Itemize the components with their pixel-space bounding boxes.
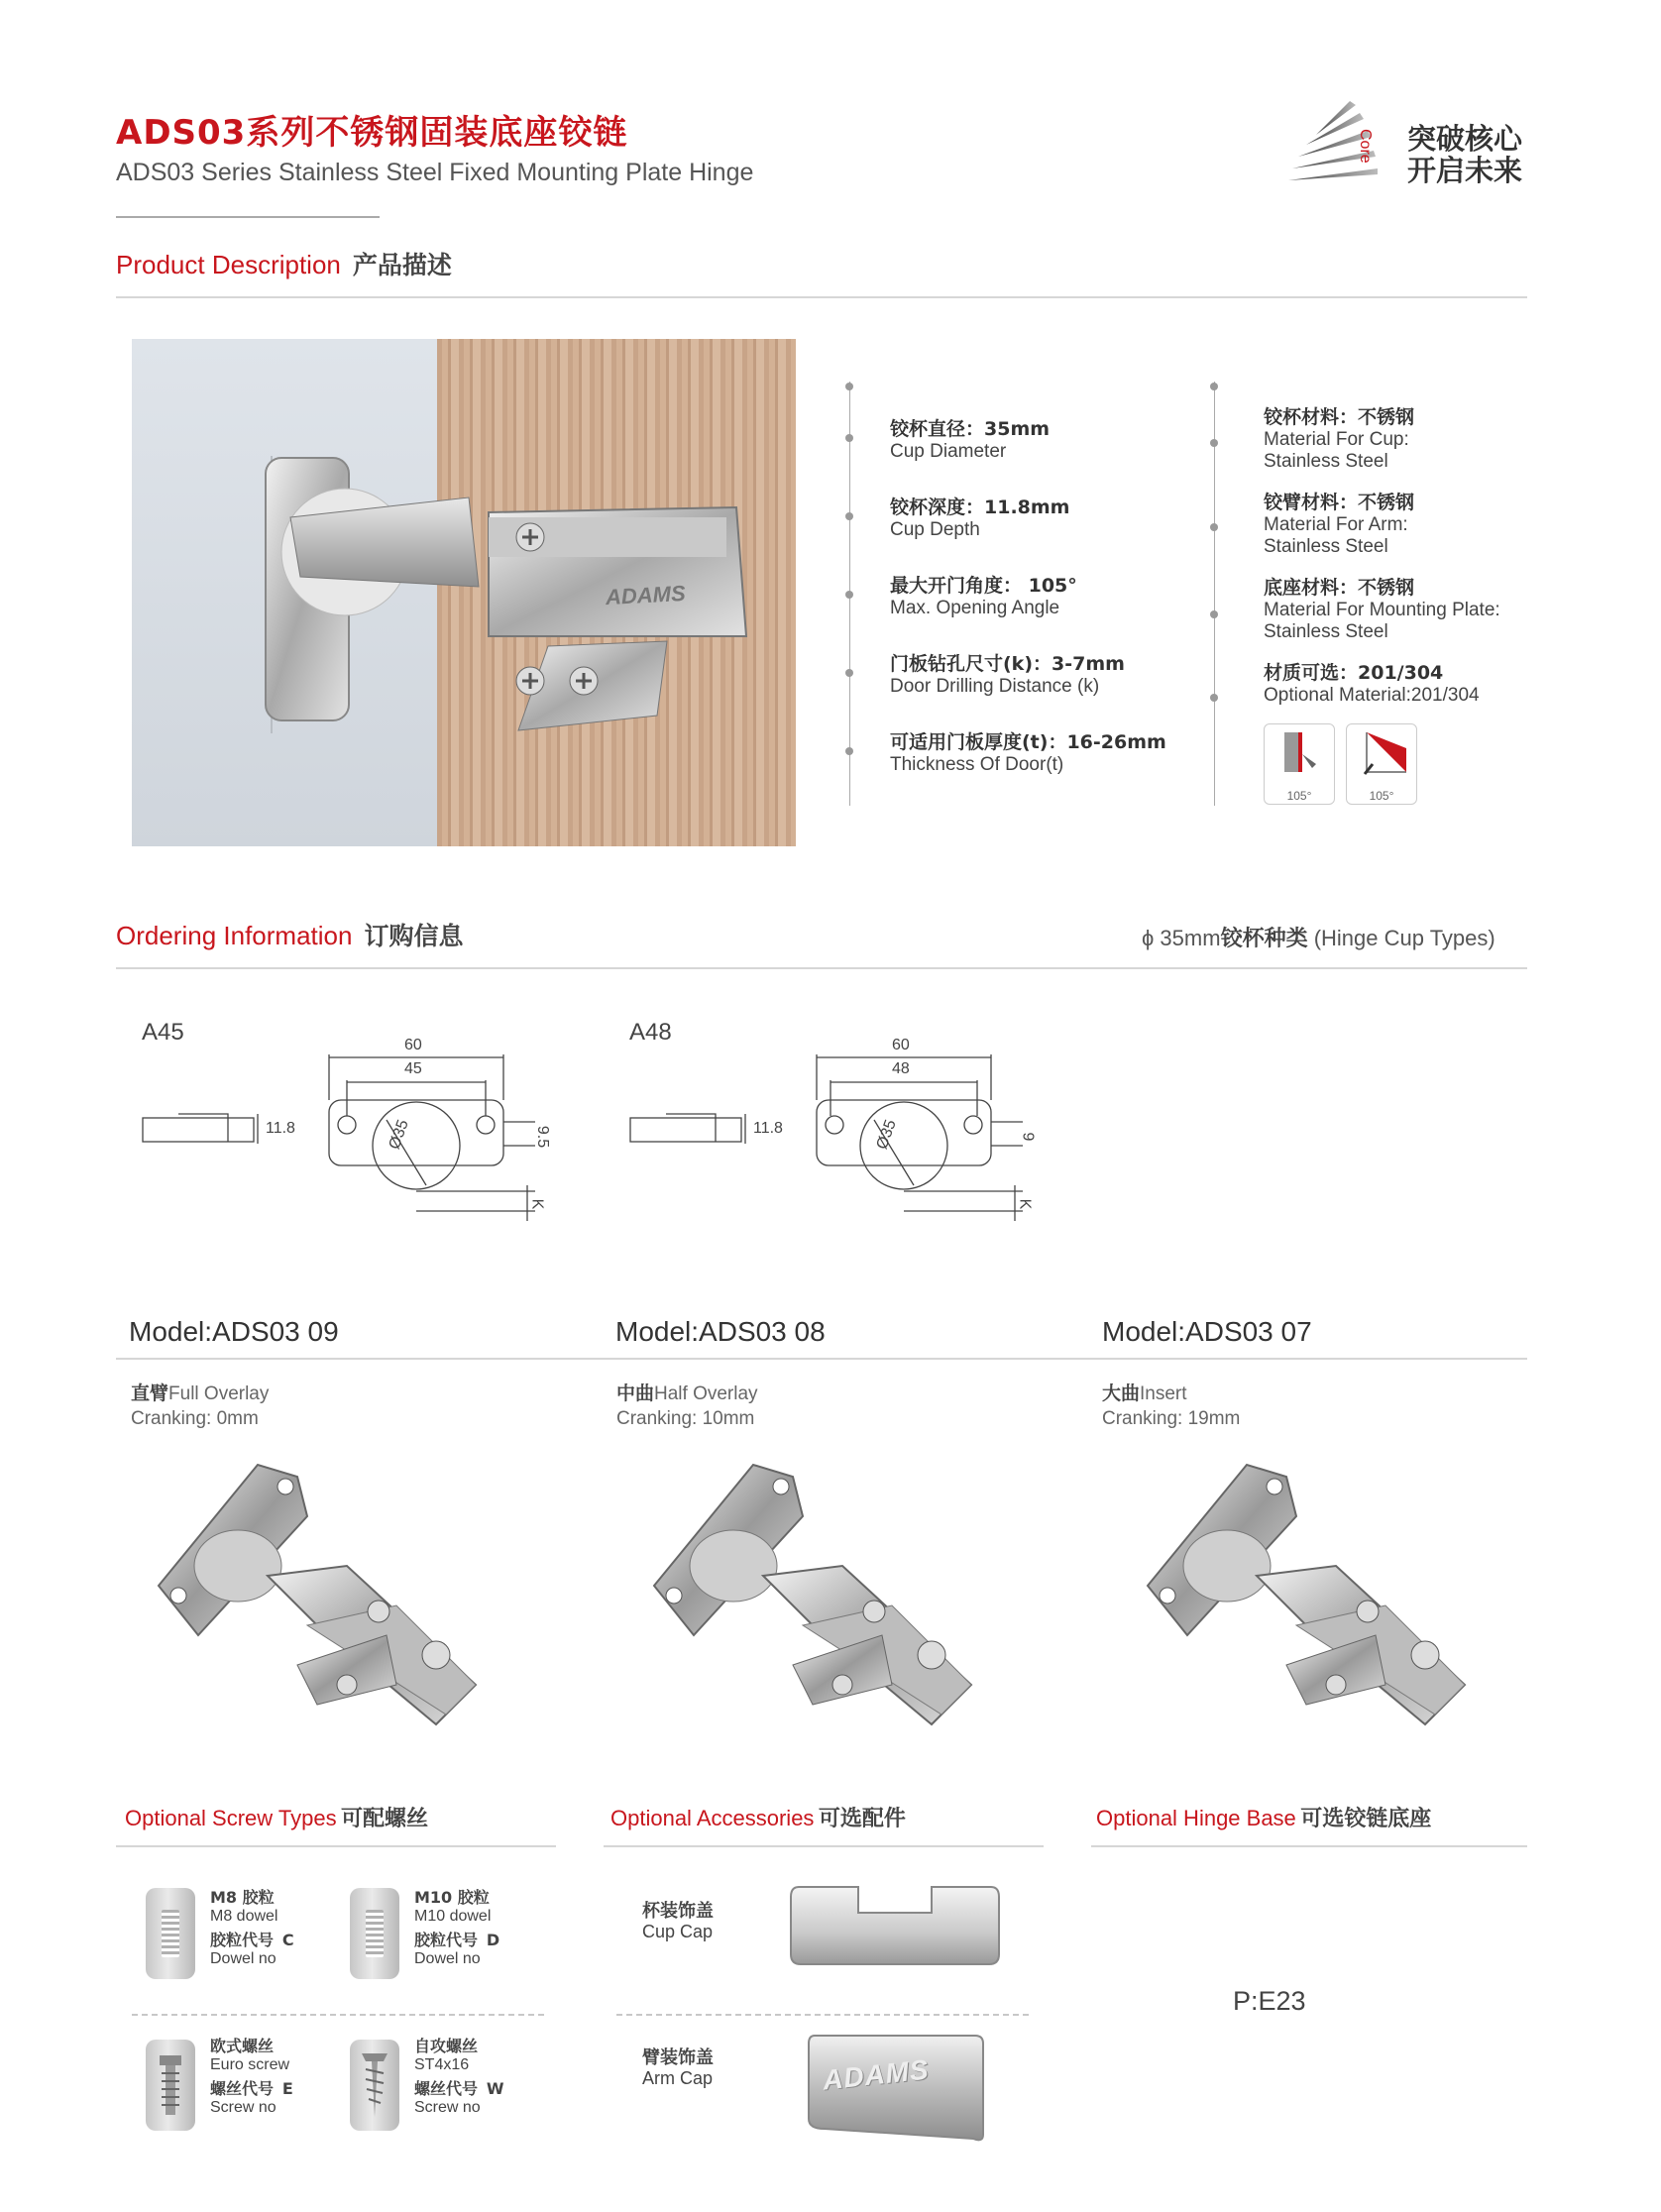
spec-label-en: Max. Opening Angle — [890, 598, 1060, 618]
optional-accessories-title-en: Optional Accessories — [610, 1806, 815, 1830]
arm-cap-brand: ADAMS — [821, 2053, 931, 2096]
spec-label-en: Cup Diameter — [890, 441, 1007, 462]
k-dim: K — [528, 1198, 546, 1210]
spec-label-cn: 可适用门板厚度(t)：16-26mm — [890, 731, 1166, 753]
spec-label-cn: 底座材料：不锈钢 — [1264, 577, 1415, 599]
self-tapping-screw-icon — [350, 2040, 399, 2131]
spec-label-cn: 铰杯深度：11.8mm — [890, 497, 1070, 518]
accessory-cup-cap — [642, 1901, 714, 1941]
cup-types-cn: 铰杯种类 — [1220, 927, 1308, 951]
code-label-en: Dowel no — [414, 1950, 481, 1967]
code-label-cn: 胶粒代号 — [210, 1931, 275, 1949]
section-heading-ordering — [116, 917, 463, 952]
timeline-dot — [1210, 523, 1218, 531]
code-label-en: Screw no — [210, 2099, 277, 2116]
screw-item-st4x16 — [414, 2038, 504, 2117]
cup-drawing-icon — [139, 1011, 555, 1239]
spec-arm-material — [1264, 488, 1541, 573]
spec-label-en: Door Drilling Distance (k) — [890, 676, 1100, 697]
spec-label-cn: 最大开门角度： 105° — [890, 575, 1077, 597]
accessory-name-en: Cup Cap — [642, 1922, 714, 1941]
width-outer-dim: 60 — [892, 1037, 910, 1053]
model-overlay-info — [131, 1382, 269, 1431]
optional-base-heading — [1096, 1802, 1431, 1832]
page-title: ADS03系列不锈钢固装底座铰链 — [116, 113, 628, 153]
diameter-dim: Ø35 — [386, 1117, 412, 1152]
cranking: Cranking: 10mm — [616, 1408, 755, 1429]
model-title: Model:ADS03 09 — [129, 1316, 339, 1347]
model-overlay-info — [616, 1382, 758, 1431]
optional-divider-3 — [1091, 1845, 1527, 1847]
title-underline — [116, 216, 380, 218]
timeline-dot — [845, 383, 853, 390]
screw-name-cn: M10 胶粒 — [414, 1888, 490, 1907]
spec-value-en: Stainless Steel — [1264, 621, 1388, 642]
brand-vertical-text: Core — [1357, 129, 1374, 164]
timeline-dot — [1210, 439, 1218, 447]
spec-label-cn: 材质可选：201/304 — [1264, 662, 1444, 684]
angle-label: 105° — [1369, 789, 1394, 803]
timeline-dot — [845, 512, 853, 520]
cup-type-diagram-a45 — [139, 1011, 555, 1239]
code-label-cn: 螺丝代号 — [210, 2079, 275, 2098]
spec-right-column — [1264, 402, 1541, 708]
photo-brand-mark: ADAMS — [605, 580, 687, 610]
k-dim: K — [1016, 1198, 1034, 1210]
slogan-line-1: 突破核心 — [1407, 122, 1523, 156]
m10-dowel-icon — [350, 1888, 399, 1979]
optional-accessories-heading — [610, 1802, 906, 1832]
screw-code: W — [486, 2079, 504, 2098]
optional-accessories-title-cn: 可选配件 — [818, 1807, 906, 1831]
spec-opening-angle — [890, 571, 1207, 649]
cup-type-label: A48 — [629, 1019, 672, 1046]
overlay-type-en: Half Overlay — [654, 1383, 758, 1404]
optional-base-title-en: Optional Hinge Base — [1096, 1806, 1296, 1830]
width-outer-dim: 60 — [404, 1037, 422, 1053]
spec-value-en: Stainless Steel — [1264, 451, 1388, 472]
angle-icon-box — [1264, 723, 1335, 805]
page-subtitle: ADS03 Series Stainless Steel Fixed Mounting Plate Hinge — [116, 159, 754, 186]
offset-dim: 9.5 — [534, 1125, 552, 1149]
screw-name-cn: 欧式螺丝 — [210, 2037, 275, 2055]
angle-icon-box — [1346, 723, 1417, 805]
optional-screws-heading — [125, 1802, 428, 1832]
offset-dim: 9 — [1019, 1132, 1037, 1142]
model-title: Model:ADS03 07 — [1102, 1316, 1312, 1347]
spec-label-en: Optional Material:201/304 — [1264, 685, 1480, 706]
screw-name-en: M8 dowel — [210, 1908, 278, 1925]
screw-name-cn: 自攻螺丝 — [414, 2037, 479, 2055]
model-title: Model:ADS03 08 — [615, 1316, 826, 1347]
screw-name-en: M10 dowel — [414, 1908, 492, 1925]
timeline-dot — [845, 669, 853, 677]
screw-item-m8 — [210, 1889, 294, 1968]
spec-label-cn: 铰杯直径：35mm — [890, 418, 1051, 440]
accessory-arm-cap — [642, 2047, 714, 2088]
spec-cup-diameter — [890, 414, 1207, 493]
section-heading-product-description — [116, 246, 452, 281]
spec-cup-material — [1264, 402, 1541, 488]
dashed-separator — [616, 2014, 1029, 2016]
spec-label-en: Material For Cup: — [1264, 429, 1409, 450]
diameter-symbol: ϕ 35mm — [1142, 926, 1221, 950]
timeline-dot — [845, 434, 853, 442]
spec-label-cn: 门板钻孔尺寸(k)：3-7mm — [890, 653, 1125, 675]
diameter-dim: Ø35 — [873, 1117, 900, 1152]
model-overlay-info — [1102, 1382, 1240, 1431]
accessory-name-cn: 臂装饰盖 — [642, 2047, 714, 2068]
optional-screws-title-en: Optional Screw Types — [125, 1806, 337, 1830]
hinge-full-overlay-icon — [149, 1457, 505, 1734]
cup-type-label: A45 — [142, 1019, 184, 1046]
cranking: Cranking: 19mm — [1102, 1408, 1241, 1429]
cup-type-diagram-a48 — [626, 1011, 1043, 1239]
accessory-name-cn: 杯装饰盖 — [642, 1901, 714, 1922]
hinge-insert-icon — [1138, 1457, 1495, 1734]
spec-cup-depth — [890, 493, 1207, 571]
arm-cap-image — [801, 2032, 987, 2145]
overlay-type — [1102, 1382, 1240, 1406]
timeline-dot — [1210, 694, 1218, 702]
cup-depth-dim: 11.8 — [753, 1120, 783, 1137]
door-open-angle-icon — [1265, 724, 1334, 784]
screw-item-m10 — [414, 1889, 499, 1968]
spec-drilling-distance — [890, 649, 1207, 727]
spec-label-cn: 铰臂材料：不锈钢 — [1264, 492, 1415, 513]
section-divider — [116, 296, 1527, 298]
spec-value-en: Stainless Steel — [1264, 536, 1388, 557]
screw-name-en: Euro screw — [210, 2056, 290, 2073]
screw-item-euro — [210, 2038, 293, 2117]
cranking: Cranking: 0mm — [131, 1408, 259, 1429]
screw-code: D — [486, 1931, 500, 1949]
overlay-type-en: Insert — [1140, 1383, 1187, 1404]
code-label-en: Dowel no — [210, 1950, 277, 1967]
timeline-dot — [1210, 383, 1218, 390]
m8-dowel-icon — [146, 1888, 195, 1979]
cup-depth-dim: 11.8 — [266, 1120, 295, 1137]
width-inner-dim: 45 — [404, 1060, 422, 1077]
spec-label-cn: 铰杯材料：不锈钢 — [1264, 406, 1415, 428]
spec-label-en: Material For Arm: — [1264, 514, 1408, 535]
cup-types-en: (Hinge Cup Types) — [1313, 926, 1495, 950]
spec-label-en: Thickness Of Door(t) — [890, 754, 1064, 775]
euro-screw-icon — [146, 2040, 195, 2131]
width-inner-dim: 48 — [892, 1060, 910, 1077]
cup-types-label — [1142, 922, 1495, 952]
section-title-en: Product Description — [116, 250, 341, 279]
section-title-cn: 产品描述 — [352, 251, 452, 279]
cup-cap-icon — [789, 1883, 1001, 1968]
spec-optional-material — [1264, 658, 1541, 708]
overlay-type-cn: 中曲 — [616, 1382, 655, 1404]
timeline-dot — [1210, 610, 1218, 618]
overlay-type-cn: 大曲 — [1102, 1382, 1141, 1404]
optional-base-title-cn: 可选铰链底座 — [1300, 1807, 1432, 1831]
spec-door-thickness — [890, 727, 1207, 806]
code-label-cn: 胶粒代号 — [414, 1931, 479, 1949]
overlay-type — [131, 1382, 269, 1406]
optional-divider-1 — [116, 1845, 556, 1847]
section-title-cn: 订购信息 — [364, 922, 464, 950]
screw-code: C — [281, 1931, 294, 1949]
optional-screws-title-cn: 可配螺丝 — [341, 1807, 429, 1831]
section-divider — [116, 967, 1527, 969]
screw-name-cn: M8 胶粒 — [210, 1888, 275, 1907]
section-title-en: Ordering Information — [116, 921, 353, 950]
screw-name-en: ST4x16 — [414, 2056, 470, 2073]
code-label-cn: 螺丝代号 — [414, 2079, 479, 2098]
overlay-type-cn: 直臂 — [131, 1382, 169, 1404]
screw-code: E — [281, 2079, 293, 2098]
opening-angle-sector-icon — [1347, 724, 1416, 784]
page-number: P:E23 — [1233, 1986, 1306, 2016]
code-label-en: Screw no — [414, 2099, 481, 2116]
spec-label-en: Cup Depth — [890, 519, 980, 540]
hinge-photo-icon — [132, 339, 796, 846]
spec-left-column — [890, 414, 1207, 806]
spec-plate-material — [1264, 573, 1541, 658]
cup-drawing-icon — [626, 1011, 1043, 1239]
optional-divider-2 — [604, 1845, 1044, 1847]
hinge-half-overlay-icon — [644, 1457, 1001, 1734]
spec-label-en: Material For Mounting Plate: — [1264, 600, 1500, 620]
dashed-separator — [132, 2014, 544, 2016]
overlay-type — [616, 1382, 758, 1406]
timeline-dot — [845, 747, 853, 755]
accessory-name-en: Arm Cap — [642, 2068, 714, 2088]
product-photo — [132, 339, 796, 846]
timeline-dot — [845, 591, 853, 599]
angle-label: 105° — [1286, 789, 1312, 803]
models-divider — [116, 1358, 1527, 1360]
slogan-line-2: 开启未来 — [1407, 154, 1523, 187]
overlay-type-en: Full Overlay — [168, 1383, 270, 1404]
